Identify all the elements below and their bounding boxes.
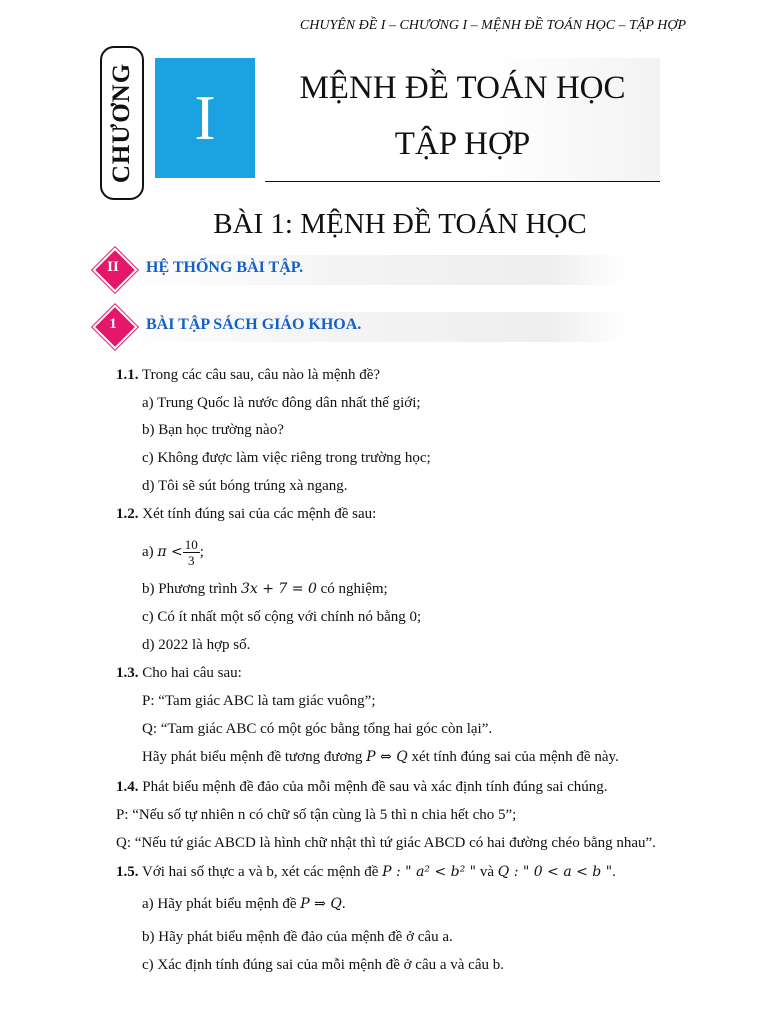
exercise-item: c) Không được làm việc riêng trong trường học;: [142, 450, 431, 466]
item-text: a) Hãy phát biểu mệnh đề: [142, 896, 297, 912]
item-text: Hãy phát biểu mệnh đề tương đương: [142, 749, 363, 765]
proposition-q: Q: “Nếu tứ giác ABCD là hình chữ nhật thì tứ giác ABCD có hai đường chéo bằng nhau”.: [116, 835, 656, 851]
conjunction: và: [479, 864, 495, 880]
chapter-title-line1: MỆNH ĐỀ TOÁN HỌC: [299, 70, 626, 106]
fraction: [183, 537, 200, 568]
exercise-item: b) Bạn học trường nào?: [142, 422, 284, 438]
exercise-item: [142, 580, 388, 598]
proposition-p-math: P : " a² < b² ": [382, 864, 477, 880]
exercise-number: 1.2.: [116, 506, 139, 522]
exercise-prompt: Với hai số thực a và b, xét các mệnh đề: [141, 864, 379, 880]
chapter-title-underline: [265, 181, 660, 182]
exercise-item: c) Xác định tính đúng sai của mỗi mệnh đề ở câu a và câu b.: [142, 957, 504, 973]
exercise-1-1: [116, 366, 380, 384]
exercise-item: c) Có ít nhất một số cộng với chính nó bằng 0;: [142, 609, 422, 625]
section-title: HỆ THỐNG BÀI TẬP.: [146, 259, 304, 276]
item-tail: ;: [199, 544, 204, 560]
running-header: CHUYÊN ĐỀ I – CHƯƠNG I – MỆNH ĐỀ TOÁN HỌC – TẬP HỢP: [299, 18, 686, 33]
exercise-item: a) Trung Quốc là nước đông dân nhất thế giới;: [142, 395, 421, 411]
item-text: có nghiệm;: [320, 581, 388, 597]
chapter-number-box: [155, 58, 255, 178]
exercise-number: 1.3.: [116, 665, 139, 681]
pi-inequality-lhs: π <: [157, 544, 183, 560]
chapter-tab-label: CHƯƠNG: [108, 62, 135, 184]
exercise-1-3: [116, 664, 242, 682]
equation: 3x + 7 = 0: [240, 581, 317, 597]
exercise-number: 1.1.: [116, 367, 139, 383]
exercise-1-2: [116, 505, 376, 523]
implication-expression: P ⇒ Q: [300, 896, 342, 912]
chapter-tab: [100, 46, 144, 200]
fraction-numerator: 10: [184, 537, 198, 553]
exercise-number: 1.4.: [116, 779, 139, 795]
section-title: BÀI TẬP SÁCH GIÁO KHOA.: [146, 316, 362, 333]
exercise-prompt: Xét tính đúng sai của các mệnh đề sau:: [142, 506, 377, 522]
proposition-p: P: “Tam giác ABC là tam giác vuông”;: [142, 693, 376, 709]
exercise-item: d) Tôi sẽ sút bóng trúng xà ngang.: [142, 478, 348, 494]
item-text: xét tính đúng sai của mệnh đề này.: [411, 749, 619, 765]
lesson-title: BÀI 1: MỆNH ĐỀ TOÁN HỌC: [213, 208, 587, 240]
fraction-denominator: 3: [188, 553, 195, 569]
section-marker-label: 1: [109, 316, 117, 332]
proposition-q-math: Q : " 0 < a < b ": [497, 864, 613, 880]
exercise-prompt: Trong các câu sau, câu nào là mệnh đề?: [141, 367, 381, 383]
exercise-task: [142, 748, 619, 766]
item-text: b) Phương trình: [142, 581, 238, 597]
equivalence-expression: P ⇔ Q: [366, 749, 408, 765]
exercise-item: d) 2022 là hợp số.: [142, 637, 251, 653]
section-marker-label: II: [107, 259, 119, 275]
item-tail: .: [612, 864, 616, 880]
exercise-item: [142, 895, 346, 913]
exercise-number: 1.5.: [116, 864, 139, 880]
item-tail: .: [341, 896, 346, 912]
exercise-1-5: [116, 863, 616, 881]
exercise-item-pi-inequality: [142, 534, 204, 570]
chapter-number: I: [194, 82, 216, 153]
exercise-prompt: Cho hai câu sau:: [142, 665, 242, 681]
exercise-1-4: [116, 778, 608, 796]
exercise-item: b) Hãy phát biểu mệnh đề đảo của mệnh đề ở câu a.: [142, 929, 453, 945]
exercise-prompt: Phát biểu mệnh đề đảo của mỗi mệnh đề sau và xác định tính đúng sai chúng.: [142, 779, 608, 795]
proposition-q: Q: “Tam giác ABC có một góc bằng tổng hai góc còn lại”.: [142, 721, 493, 737]
proposition-p: P: “Nếu số tự nhiên n có chữ số tận cùng là 5 thì n chia hết cho 5”;: [116, 807, 517, 823]
chapter-title-line2: TẬP HỢP: [394, 126, 531, 162]
item-label: a): [142, 544, 154, 560]
